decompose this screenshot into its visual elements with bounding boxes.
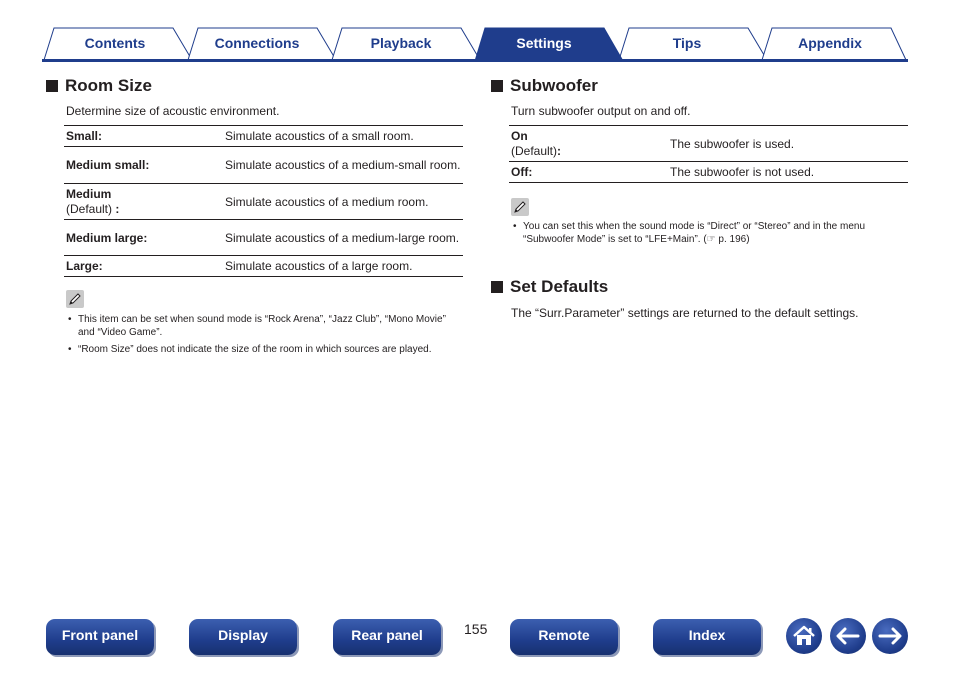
table-row bbox=[64, 184, 463, 220]
heading-square-icon bbox=[491, 281, 503, 293]
room-size-table bbox=[64, 125, 463, 277]
option-default-label: (Default) bbox=[66, 202, 113, 216]
home-icon bbox=[786, 618, 822, 654]
arrow-left-icon bbox=[830, 618, 866, 654]
subwoofer-title: Subwoofer bbox=[510, 76, 598, 95]
option-value: Simulate acoustics of a medium-large room. bbox=[223, 220, 463, 256]
remote-button[interactable]: Remote bbox=[510, 619, 618, 655]
subwoofer-description: Turn subwoofer output on and off. bbox=[511, 104, 691, 118]
index-button[interactable]: Index bbox=[653, 619, 761, 655]
subwoofer-heading bbox=[491, 76, 598, 96]
set-defaults-description: The “Surr.Parameter” settings are returned to the default settings. bbox=[511, 306, 859, 320]
option-value: Simulate acoustics of a large room. bbox=[223, 256, 463, 277]
tab-settings[interactable]: Settings bbox=[516, 35, 572, 51]
tab-connections[interactable]: Connections bbox=[214, 35, 300, 51]
tab-bar bbox=[42, 26, 908, 62]
option-key: Off: bbox=[509, 162, 668, 183]
tab-bar-shapes bbox=[42, 26, 908, 62]
subwoofer-notes bbox=[511, 220, 907, 250]
display-button[interactable]: Display bbox=[189, 619, 297, 655]
room-size-heading bbox=[46, 76, 152, 96]
forward-button[interactable] bbox=[872, 618, 908, 654]
set-defaults-heading bbox=[491, 277, 608, 297]
rear-panel-button[interactable]: Rear panel bbox=[333, 619, 441, 655]
tab-playback[interactable]: Playback bbox=[370, 35, 432, 51]
option-value: Simulate acoustics of a small room. bbox=[223, 126, 463, 147]
room-size-notes bbox=[66, 313, 458, 360]
tab-baseline bbox=[42, 59, 908, 62]
option-key: Medium small: bbox=[64, 147, 223, 184]
option-key: Large: bbox=[64, 256, 223, 277]
option-key: Medium large: bbox=[64, 220, 223, 256]
option-default-label: (Default) bbox=[511, 144, 558, 158]
tab-contents[interactable]: Contents bbox=[84, 35, 146, 51]
subwoofer-table bbox=[509, 125, 908, 183]
arrow-right-icon bbox=[872, 618, 908, 654]
set-defaults-title: Set Defaults bbox=[510, 277, 609, 296]
heading-square-icon bbox=[491, 80, 503, 92]
option-value: The subwoofer is used. bbox=[668, 126, 908, 162]
room-size-description: Determine size of acoustic environment. bbox=[66, 104, 280, 118]
option-value: Simulate acoustics of a medium-small room. bbox=[223, 147, 463, 184]
room-size-title: Room Size bbox=[65, 76, 152, 95]
pencil-note-icon bbox=[66, 290, 84, 308]
list-item: • “Room Size” does not indicate the size of the room in which sources are played. bbox=[66, 343, 458, 356]
list-item: • You can set this when the sound mode is “Direct” or “Stereo” and in the menu “Subwoofer Mode” is set to “LFE+Main”. (☞ p. 196) bbox=[511, 220, 907, 246]
pencil-note-icon bbox=[511, 198, 529, 216]
back-button[interactable] bbox=[830, 618, 866, 654]
table-row bbox=[509, 162, 908, 183]
option-key: Small: bbox=[64, 126, 223, 147]
front-panel-button[interactable]: Front panel bbox=[46, 619, 154, 655]
option-key: Medium (Default) : bbox=[64, 184, 223, 220]
tab-tips[interactable]: Tips bbox=[672, 35, 702, 51]
table-row bbox=[64, 256, 463, 277]
table-row bbox=[64, 126, 463, 147]
option-key: On (Default): bbox=[509, 126, 668, 162]
tab-appendix[interactable]: Appendix bbox=[798, 35, 862, 51]
list-item: • This item can be set when sound mode is “Rock Arena”, “Jazz Club”, “Mono Movie” and “Video Game”. bbox=[66, 313, 458, 339]
option-value: The subwoofer is not used. bbox=[668, 162, 908, 183]
option-value: Simulate acoustics of a medium room. bbox=[223, 184, 463, 220]
heading-square-icon bbox=[46, 80, 58, 92]
page-number: 155 bbox=[464, 621, 488, 637]
table-row bbox=[509, 126, 908, 162]
table-row bbox=[64, 147, 463, 184]
table-row bbox=[64, 220, 463, 256]
home-button[interactable] bbox=[786, 618, 822, 654]
